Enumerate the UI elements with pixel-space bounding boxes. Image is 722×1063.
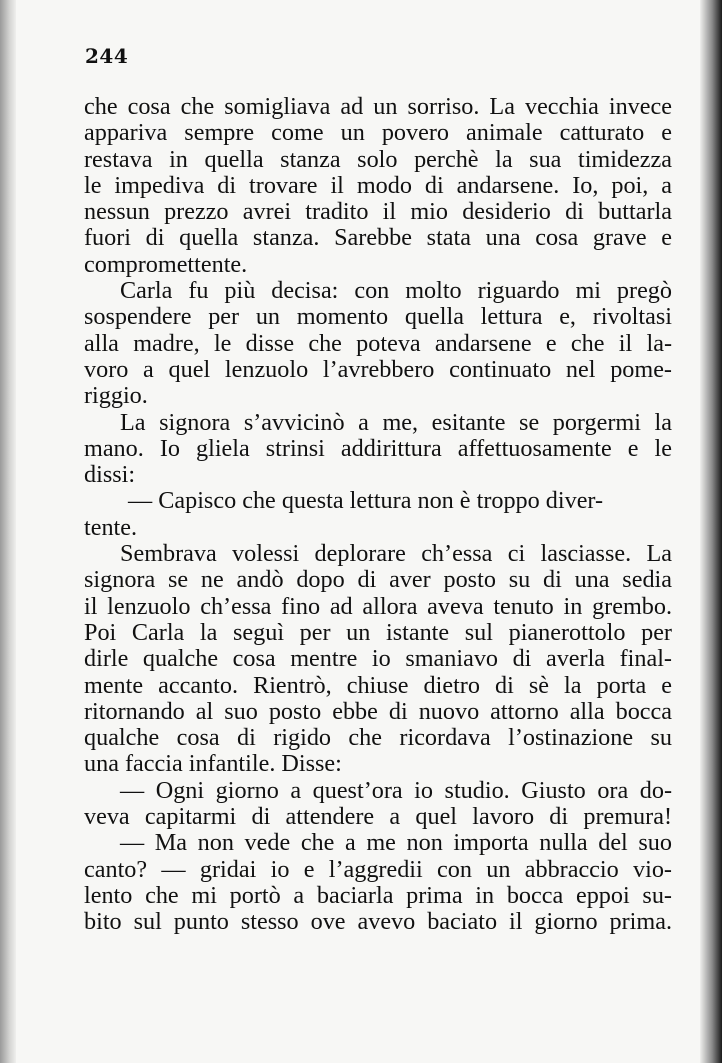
text-line: una faccia infantile. Disse:	[84, 750, 342, 778]
text-line: appariva sempre come un povero animale catturato e	[84, 119, 672, 147]
text-line: bito sul punto stesso ove avevo baciato il giorno prima.	[84, 908, 672, 936]
text-line: dissi:	[84, 461, 136, 489]
text-line: lento che mi portò a baciarla prima in bocca eppoi su-	[84, 881, 672, 909]
text-line: voro a quel lenzuolo l’avrebbero continuato nel pome-	[84, 355, 672, 383]
text-line: tente.	[84, 513, 138, 541]
text-line: qualche cosa di rigido che ricordava l’ostinazione su	[84, 724, 672, 752]
text-line: ritornando al suo posto ebbe di nuovo attorno alla bocca	[84, 697, 672, 725]
text-line: — Capisco che questa lettura non è troppo diver-	[128, 487, 604, 515]
text-line: nessun prezzo avrei tradito il mio desiderio di buttarla	[84, 198, 672, 226]
text-line: signora se ne andò dopo di aver posto su di una sedia	[84, 566, 672, 594]
text-line: Sembrava volessi deplorare ch’essa ci lasciasse. La	[120, 540, 672, 568]
text-line: canto? — gridai io e l’aggredii con un abbraccio vio-	[84, 855, 672, 883]
text-line: veva capitarmi di attendere a quel lavoro di premura!	[84, 803, 672, 831]
text-line: compromettente.	[84, 250, 248, 278]
text-line: — Ma non vede che a me non importa nulla del suo	[120, 829, 672, 857]
text-line: che cosa che somigliava ad un sorriso. La vecchia invece	[84, 93, 672, 120]
text-line: alla madre, le disse che poteva andarsene e che il la-	[84, 329, 672, 357]
page-gutter-shadow	[0, 0, 16, 1063]
text-line: La signora s’avvicinò a me, esitante se porgermi la	[120, 408, 672, 436]
text-line: dirle qualche cosa mentre io smaniavo di averla final-	[84, 645, 672, 673]
text-line: mano. Io gliela strinsi addirittura affettuosamente e le	[84, 434, 672, 462]
text-line: sospendere per un momento quella lettura e, rivoltasi	[84, 303, 672, 331]
text-line: restava in quella stanza solo perchè la sua timidezza	[84, 145, 672, 173]
text-line: mente accanto. Rientrò, chiuse dietro di sè la porta e	[84, 671, 672, 699]
text-line: Poi Carla la seguì per un istante sul pianerottolo per	[84, 618, 672, 646]
text-line: — Ogni giorno a quest’ora io studio. Giusto ora do-	[120, 776, 672, 804]
page-number: 244	[85, 44, 129, 68]
text-line: riggio.	[84, 382, 148, 410]
text-line: fuori di quella stanza. Sarebbe stata una cosa grave e	[84, 224, 672, 252]
text-line: Carla fu più decisa: con molto riguardo mi pregò	[120, 277, 672, 305]
body-text	[84, 94, 672, 936]
text-line: le impediva di trovare il modo di andarsene. Io, poi, a	[84, 171, 672, 199]
text-line: il lenzuolo ch’essa fino ad allora aveva tenuto in grembo.	[84, 592, 672, 620]
page-edge-shadow	[700, 0, 722, 1063]
